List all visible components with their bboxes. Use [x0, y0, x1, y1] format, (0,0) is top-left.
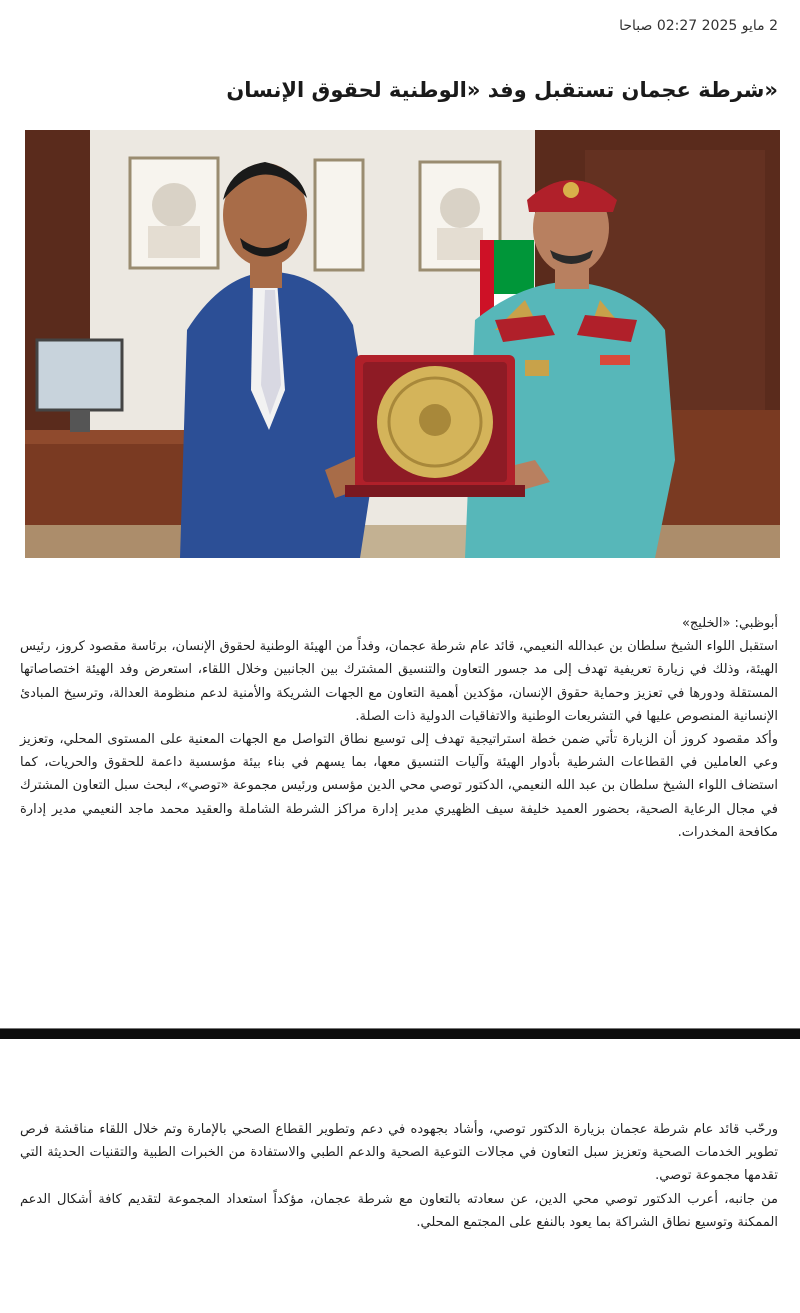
award-plaque: [345, 355, 525, 497]
monitor-stand: [70, 410, 90, 432]
desk-top: [25, 430, 210, 444]
portrait-frame-center: [315, 160, 363, 270]
body-paragraph: ورحّب قائد عام شرطة عجمان بزيارة الدكتور توصي، وأشاد بجهوده في دعم وتطوير القطاع الصحي بالإمارة وتم خلال اللقاء مناقشة فرص تطوير الخدمات الصحية وتعزيز سبل التعاون في مجالات التوعية الصحية والدعم الطبي والاستفادة من الخبرات الطبية والتقنيات الحديثة التي تقدمها مجموعة توصي.: [20, 1122, 778, 1184]
body-paragraph: أبوظبي: «الخليج»: [681, 616, 778, 631]
dateline: 2 مايو 2025 02:27 صباحا: [619, 18, 778, 34]
monitor: [37, 340, 122, 410]
article-title: «شرطة عجمان تستقبل وفد «الوطنية لحقوق الإنسان: [226, 78, 778, 102]
body-paragraph: من جانبه، أعرب الدكتور توصي محي الدين، عن سعادته بالتعاون مع شرطة عجمان، مؤكداً استعداد المجموعة لتقديم كافة أشكال الدعم الممكنة وتوسيع نطاق الشراكة بما يعود بالنفع على المجتمع المحلي.: [20, 1191, 778, 1230]
section-divider: [0, 1028, 800, 1039]
body-paragraph: وأكد مقصود كروز أن الزيارة تأتي ضمن خطة استراتيجية تهدف إلى توسيع نطاق التواصل مع الجهات المعنية على المستوى المحلي، وتعزيز وعي العاملين في القطاعات الشرطية بأدوار الهيئة وآليات التنسيق معها، بما يسهم في بناء بيئة مؤسسية داعمة للحقوق والحريات، كما استضاف اللواء الشيخ سلطان بن عبد الله النعيمي، الدكتور توصي محي الدين مؤسس ورئيس مجموعة «توصي»، لبحث سبل التعاون المشترك في مجال الرعاية الصحية، بحضور العميد خليفة سيف الظهيري مدير إدارة مراكز الشرطة الشاملة والعقيد محمد ماجد النعيمي مدير إدارة مكافحة المخدرات.: [20, 732, 778, 840]
photo-illustration: [25, 130, 780, 558]
article-photo: [25, 130, 780, 558]
article-body-part2: [20, 1118, 778, 1234]
carpet: [25, 525, 780, 558]
article-body-part1: [20, 612, 778, 844]
portrait-frame-left: [130, 158, 218, 268]
body-paragraph: استقبل اللواء الشيخ سلطان بن عبدالله النعيمي، قائد عام شرطة عجمان، وفداً من الهيئة الوطنية لحقوق الإنسان، برئاسة مقصود كروز، رئيس الهيئة، وذلك في زيارة تعريفية تهدف إلى مد جسور التعاون والتنسيق المشترك بين الجانبين وخلال اللقاء، استعرض وفد الهيئة اختصاصاتها المستقلة ودورها في تعزيز وحماية حقوق الإنسان، مؤكدين أهمية التعاون مع الجهات الشريكة والأمنية لدعم منظومة العدالة، وترسيخ المبادئ الإنسانية المنصوص عليها في التشريعات الوطنية والاتفاقيات الدولية ذات الصلة.: [20, 639, 778, 724]
